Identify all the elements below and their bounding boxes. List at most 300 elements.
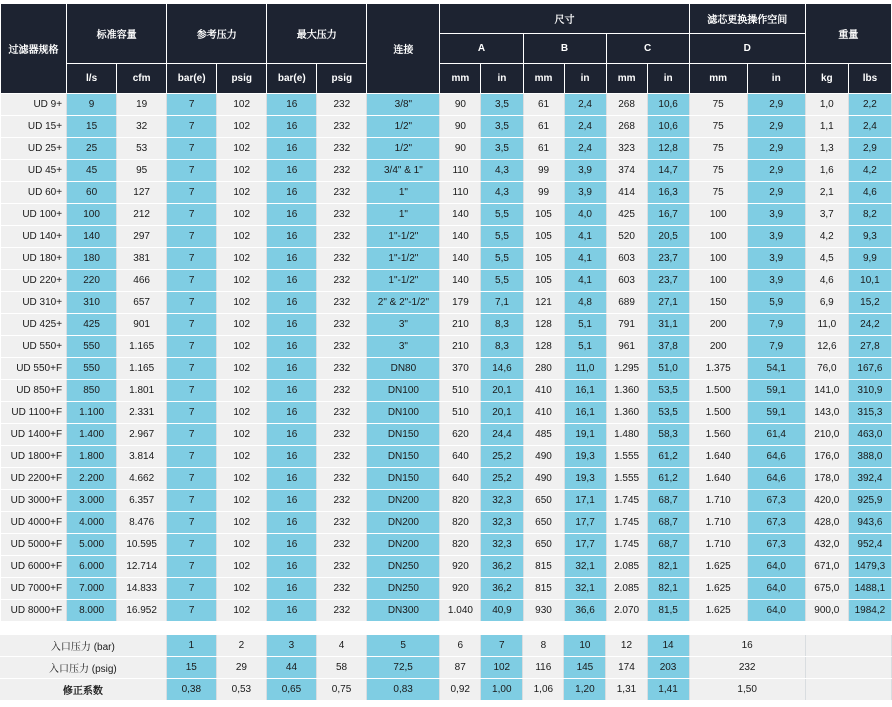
unit-bar-max: bar(e) [267,64,317,94]
cell-ref-psig: 102 [217,94,267,116]
cell-b-mm: 105 [523,204,564,226]
cell-max-psig: 232 [317,512,367,534]
cell-model: UD 425+ [1,314,67,336]
cell-weight-kg: 76,0 [805,358,848,380]
cell-d-mm: 1.640 [689,446,747,468]
cell-connection: 1/2" [367,138,440,160]
cell-weight-lbs: 15,2 [848,292,891,314]
cell-b-in: 19,3 [564,468,606,490]
cell-a-in: 5,5 [481,270,523,292]
table-row [1,578,892,600]
cell-b-in: 17,1 [564,490,606,512]
cell-flow-cfm: 10.595 [117,534,167,556]
correction-cell-bar: 12 [606,635,647,657]
header-connection: 连接 [367,4,440,94]
cell-a-mm: 110 [440,182,481,204]
cell-d-in: 59,1 [747,380,805,402]
cell-max-bar: 16 [267,292,317,314]
cell-c-mm: 1.295 [606,358,647,380]
cell-b-mm: 61 [523,116,564,138]
cell-weight-lbs: 2,4 [848,116,891,138]
cell-flow-cfm: 901 [117,314,167,336]
cell-flow-ls: 7.000 [67,578,117,600]
cell-a-in: 36,2 [481,578,523,600]
cell-connection: 3" [367,314,440,336]
cell-model: UD 310+ [1,292,67,314]
cell-flow-ls: 60 [67,182,117,204]
cell-c-mm: 323 [606,138,647,160]
cell-c-mm: 2.085 [606,556,647,578]
cell-max-psig: 232 [317,204,367,226]
cell-d-mm: 150 [689,292,747,314]
cell-ref-bar: 7 [167,314,217,336]
cell-max-bar: 16 [267,336,317,358]
cell-max-bar: 16 [267,182,317,204]
cell-c-in: 68,7 [647,512,689,534]
cell-flow-ls: 180 [67,248,117,270]
cell-a-mm: 110 [440,160,481,182]
cell-max-bar: 16 [267,138,317,160]
cell-d-in: 64,0 [747,600,805,622]
cell-connection: 1"-1/2" [367,270,440,292]
cell-flow-cfm: 212 [117,204,167,226]
cell-b-in: 5,1 [564,336,606,358]
cell-d-in: 3,9 [747,204,805,226]
cell-weight-kg: 900,0 [805,600,848,622]
cell-d-in: 3,9 [747,248,805,270]
cell-ref-bar: 7 [167,424,217,446]
cell-ref-psig: 102 [217,314,267,336]
correction-cell-factor: 1,50 [689,679,805,701]
correction-cell-psig: 116 [523,657,564,679]
cell-b-in: 4,1 [564,248,606,270]
table-row [1,182,892,204]
cell-ref-bar: 7 [167,446,217,468]
cell-b-mm: 650 [523,512,564,534]
unit-c-mm: mm [606,64,647,94]
cell-weight-lbs: 463,0 [848,424,891,446]
cell-b-mm: 490 [523,468,564,490]
cell-flow-cfm: 19 [117,94,167,116]
cell-a-in: 32,3 [481,512,523,534]
table-row [1,138,892,160]
cell-a-mm: 370 [440,358,481,380]
cell-ref-psig: 102 [217,248,267,270]
cell-flow-cfm: 2.331 [117,402,167,424]
cell-ref-bar: 7 [167,336,217,358]
cell-a-mm: 510 [440,402,481,424]
cell-a-mm: 210 [440,336,481,358]
cell-a-in: 5,5 [481,226,523,248]
cell-max-bar: 16 [267,116,317,138]
correction-cell-psig: 72,5 [367,657,440,679]
cell-max-psig: 232 [317,424,367,446]
cell-c-in: 14,7 [647,160,689,182]
cell-flow-ls: 15 [67,116,117,138]
cell-c-in: 20,5 [647,226,689,248]
cell-flow-ls: 5.000 [67,534,117,556]
correction-cell-factor: 0,38 [166,679,216,701]
unit-c-in: in [647,64,689,94]
correction-row-factor [0,679,892,701]
cell-flow-cfm: 53 [117,138,167,160]
cell-connection: DN150 [367,468,440,490]
cell-c-in: 68,7 [647,534,689,556]
cell-b-in: 11,0 [564,358,606,380]
cell-b-in: 17,7 [564,534,606,556]
cell-a-mm: 820 [440,534,481,556]
unit-b-in: in [564,64,606,94]
cell-weight-kg: 6,9 [805,292,848,314]
cell-c-in: 27,1 [647,292,689,314]
cell-flow-ls: 8.000 [67,600,117,622]
cell-max-bar: 16 [267,270,317,292]
cell-a-mm: 920 [440,556,481,578]
cell-ref-bar: 7 [167,292,217,314]
cell-connection: DN200 [367,512,440,534]
cell-b-mm: 105 [523,248,564,270]
cell-ref-bar: 7 [167,468,217,490]
correction-cell-psig: 145 [564,657,606,679]
table-row [1,468,892,490]
cell-flow-ls: 1.800 [67,446,117,468]
correction-cell-bar: 10 [564,635,606,657]
cell-model: UD 550+ [1,336,67,358]
cell-flow-ls: 550 [67,358,117,380]
cell-ref-psig: 102 [217,160,267,182]
cell-d-in: 67,3 [747,512,805,534]
correction-blank [805,657,891,679]
correction-cell-factor: 0,92 [440,679,481,701]
table-row [1,534,892,556]
cell-ref-bar: 7 [167,358,217,380]
cell-weight-kg: 178,0 [805,468,848,490]
correction-blank [805,635,891,657]
cell-weight-lbs: 27,8 [848,336,891,358]
cell-b-in: 32,1 [564,556,606,578]
cell-flow-ls: 1.400 [67,424,117,446]
cell-ref-bar: 7 [167,182,217,204]
cell-weight-kg: 1,3 [805,138,848,160]
cell-c-mm: 1.555 [606,446,647,468]
cell-d-mm: 75 [689,94,747,116]
correction-cell-psig: 15 [166,657,216,679]
cell-b-in: 16,1 [564,402,606,424]
header-dim-c: C [606,34,689,64]
cell-connection: 3/4" & 1" [367,160,440,182]
cell-flow-ls: 100 [67,204,117,226]
cell-b-mm: 128 [523,314,564,336]
cell-max-bar: 16 [267,314,317,336]
cell-d-mm: 1.625 [689,600,747,622]
cell-ref-bar: 7 [167,160,217,182]
cell-max-psig: 232 [317,270,367,292]
cell-a-in: 5,5 [481,204,523,226]
cell-c-in: 68,7 [647,490,689,512]
cell-ref-psig: 102 [217,402,267,424]
cell-flow-ls: 850 [67,380,117,402]
cell-connection: 1/2" [367,116,440,138]
cell-model: UD 850+F [1,380,67,402]
cell-d-mm: 100 [689,226,747,248]
cell-max-psig: 232 [317,160,367,182]
cell-a-mm: 90 [440,116,481,138]
cell-weight-lbs: 2,2 [848,94,891,116]
cell-model: UD 45+ [1,160,67,182]
cell-c-mm: 1.480 [606,424,647,446]
cell-max-bar: 16 [267,226,317,248]
cell-ref-psig: 102 [217,512,267,534]
cell-c-in: 58,3 [647,424,689,446]
cell-max-psig: 232 [317,94,367,116]
cell-max-psig: 232 [317,138,367,160]
cell-ref-psig: 102 [217,138,267,160]
filter-spec-table [0,3,892,622]
cell-d-in: 64,6 [747,446,805,468]
cell-d-in: 67,3 [747,490,805,512]
cell-connection: DN200 [367,490,440,512]
table-row [1,94,892,116]
table-row [1,160,892,182]
cell-a-mm: 140 [440,248,481,270]
cell-d-mm: 1.710 [689,534,747,556]
cell-d-mm: 1.375 [689,358,747,380]
cell-d-mm: 200 [689,314,747,336]
cell-c-in: 61,2 [647,446,689,468]
cell-max-bar: 16 [267,468,317,490]
cell-weight-lbs: 310,9 [848,380,891,402]
cell-d-mm: 75 [689,116,747,138]
cell-d-mm: 1.640 [689,468,747,490]
cell-weight-kg: 1,1 [805,116,848,138]
cell-flow-cfm: 8.476 [117,512,167,534]
cell-model: UD 140+ [1,226,67,248]
unit-a-mm: mm [440,64,481,94]
cell-ref-psig: 102 [217,358,267,380]
unit-psig-max: psig [317,64,367,94]
cell-max-psig: 232 [317,534,367,556]
cell-weight-lbs: 952,4 [848,534,891,556]
cell-max-bar: 16 [267,556,317,578]
cell-ref-psig: 102 [217,556,267,578]
cell-d-mm: 100 [689,270,747,292]
cell-ref-bar: 7 [167,578,217,600]
cell-flow-ls: 6.000 [67,556,117,578]
correction-label-factor: 修正系数 [0,679,166,701]
cell-b-mm: 490 [523,446,564,468]
cell-weight-kg: 4,6 [805,270,848,292]
correction-cell-psig: 87 [440,657,481,679]
cell-ref-psig: 102 [217,270,267,292]
cell-b-in: 2,4 [564,138,606,160]
cell-max-psig: 232 [317,182,367,204]
cell-flow-ls: 9 [67,94,117,116]
cell-ref-bar: 7 [167,226,217,248]
correction-cell-factor: 1,41 [647,679,689,701]
cell-a-in: 3,5 [481,116,523,138]
cell-c-mm: 1.745 [606,490,647,512]
cell-a-in: 3,5 [481,94,523,116]
cell-ref-bar: 7 [167,270,217,292]
cell-max-psig: 232 [317,578,367,600]
cell-b-mm: 105 [523,270,564,292]
cell-ref-psig: 102 [217,116,267,138]
cell-flow-ls: 25 [67,138,117,160]
cell-c-mm: 2.085 [606,578,647,600]
correction-cell-factor: 1,00 [481,679,523,701]
cell-max-psig: 232 [317,226,367,248]
cell-d-mm: 1.625 [689,556,747,578]
cell-ref-psig: 102 [217,292,267,314]
cell-weight-kg: 420,0 [805,490,848,512]
cell-ref-psig: 102 [217,424,267,446]
table-row [1,358,892,380]
header-capacity: 标准容量 [67,4,167,64]
cell-flow-cfm: 1.165 [117,336,167,358]
cell-b-mm: 280 [523,358,564,380]
cell-weight-kg: 3,7 [805,204,848,226]
cell-c-mm: 425 [606,204,647,226]
cell-a-in: 24,4 [481,424,523,446]
cell-c-mm: 2.070 [606,600,647,622]
cell-b-in: 19,1 [564,424,606,446]
correction-cell-psig: 29 [216,657,266,679]
cell-d-in: 2,9 [747,94,805,116]
cell-c-mm: 1.745 [606,534,647,556]
cell-d-mm: 1.500 [689,402,747,424]
cell-model: UD 15+ [1,116,67,138]
cell-connection: DN300 [367,600,440,622]
cell-ref-bar: 7 [167,490,217,512]
cell-a-mm: 90 [440,138,481,160]
cell-max-bar: 16 [267,94,317,116]
cell-b-in: 19,3 [564,446,606,468]
cell-c-mm: 961 [606,336,647,358]
cell-flow-ls: 425 [67,314,117,336]
cell-c-in: 23,7 [647,248,689,270]
cell-c-mm: 268 [606,116,647,138]
correction-row-bar [0,635,892,657]
cell-b-mm: 815 [523,556,564,578]
cell-model: UD 550+F [1,358,67,380]
cell-d-in: 5,9 [747,292,805,314]
cell-c-in: 81,5 [647,600,689,622]
correction-table-body [0,635,892,701]
cell-connection: DN100 [367,380,440,402]
cell-c-in: 53,5 [647,380,689,402]
cell-b-in: 4,0 [564,204,606,226]
cell-model: UD 180+ [1,248,67,270]
cell-max-bar: 16 [267,490,317,512]
correction-cell-factor: 0,75 [317,679,367,701]
correction-cell-bar: 6 [440,635,481,657]
table-row [1,380,892,402]
cell-flow-ls: 220 [67,270,117,292]
cell-max-psig: 232 [317,116,367,138]
unit-lbs: lbs [848,64,891,94]
cell-ref-psig: 102 [217,446,267,468]
cell-a-in: 25,2 [481,468,523,490]
table-row [1,512,892,534]
cell-b-in: 4,1 [564,270,606,292]
cell-a-mm: 510 [440,380,481,402]
cell-flow-ls: 1.100 [67,402,117,424]
cell-flow-ls: 310 [67,292,117,314]
correction-cell-psig: 102 [481,657,523,679]
header-dimensions: 尺寸 [440,4,689,34]
cell-weight-kg: 176,0 [805,446,848,468]
cell-ref-psig: 102 [217,204,267,226]
cell-a-mm: 820 [440,490,481,512]
correction-cell-bar: 2 [216,635,266,657]
cell-ref-bar: 7 [167,512,217,534]
cell-weight-kg: 432,0 [805,534,848,556]
correction-cell-bar: 1 [166,635,216,657]
cell-max-psig: 232 [317,600,367,622]
table-row [1,314,892,336]
cell-weight-kg: 11,0 [805,314,848,336]
cell-d-mm: 75 [689,138,747,160]
cell-model: UD 7000+F [1,578,67,600]
cell-c-mm: 603 [606,270,647,292]
cell-a-in: 8,3 [481,336,523,358]
unit-bar-ref: bar(e) [167,64,217,94]
cell-b-in: 36,6 [564,600,606,622]
cell-ref-bar: 7 [167,380,217,402]
cell-weight-kg: 4,5 [805,248,848,270]
cell-max-psig: 232 [317,468,367,490]
cell-c-mm: 603 [606,248,647,270]
cell-flow-cfm: 1.801 [117,380,167,402]
cell-a-mm: 1.040 [440,600,481,622]
cell-weight-lbs: 8,2 [848,204,891,226]
cell-a-in: 40,9 [481,600,523,622]
cell-weight-lbs: 392,4 [848,468,891,490]
cell-weight-kg: 2,1 [805,182,848,204]
cell-connection: DN200 [367,534,440,556]
cell-connection: 2" & 2"-1/2" [367,292,440,314]
correction-cell-psig: 232 [689,657,805,679]
cell-ref-psig: 102 [217,336,267,358]
cell-max-psig: 232 [317,314,367,336]
header-dim-d: D [689,34,805,64]
table-row [1,204,892,226]
unit-d-mm: mm [689,64,747,94]
cell-weight-lbs: 4,2 [848,160,891,182]
cell-d-in: 2,9 [747,182,805,204]
cell-a-mm: 620 [440,424,481,446]
cell-c-in: 31,1 [647,314,689,336]
spec-table-body [1,94,892,622]
cell-ref-bar: 7 [167,138,217,160]
cell-a-in: 5,5 [481,248,523,270]
cell-a-mm: 90 [440,94,481,116]
correction-cell-bar: 4 [317,635,367,657]
correction-cell-factor: 0,53 [216,679,266,701]
correction-factor-table [0,635,892,701]
cell-b-mm: 410 [523,380,564,402]
cell-d-mm: 1.500 [689,380,747,402]
cell-a-in: 7,1 [481,292,523,314]
cell-model: UD 4000+F [1,512,67,534]
cell-max-psig: 232 [317,490,367,512]
header-dim-a: A [440,34,523,64]
cell-c-mm: 374 [606,160,647,182]
cell-connection: DN80 [367,358,440,380]
cell-a-mm: 640 [440,446,481,468]
cell-d-in: 2,9 [747,160,805,182]
cell-b-mm: 650 [523,490,564,512]
